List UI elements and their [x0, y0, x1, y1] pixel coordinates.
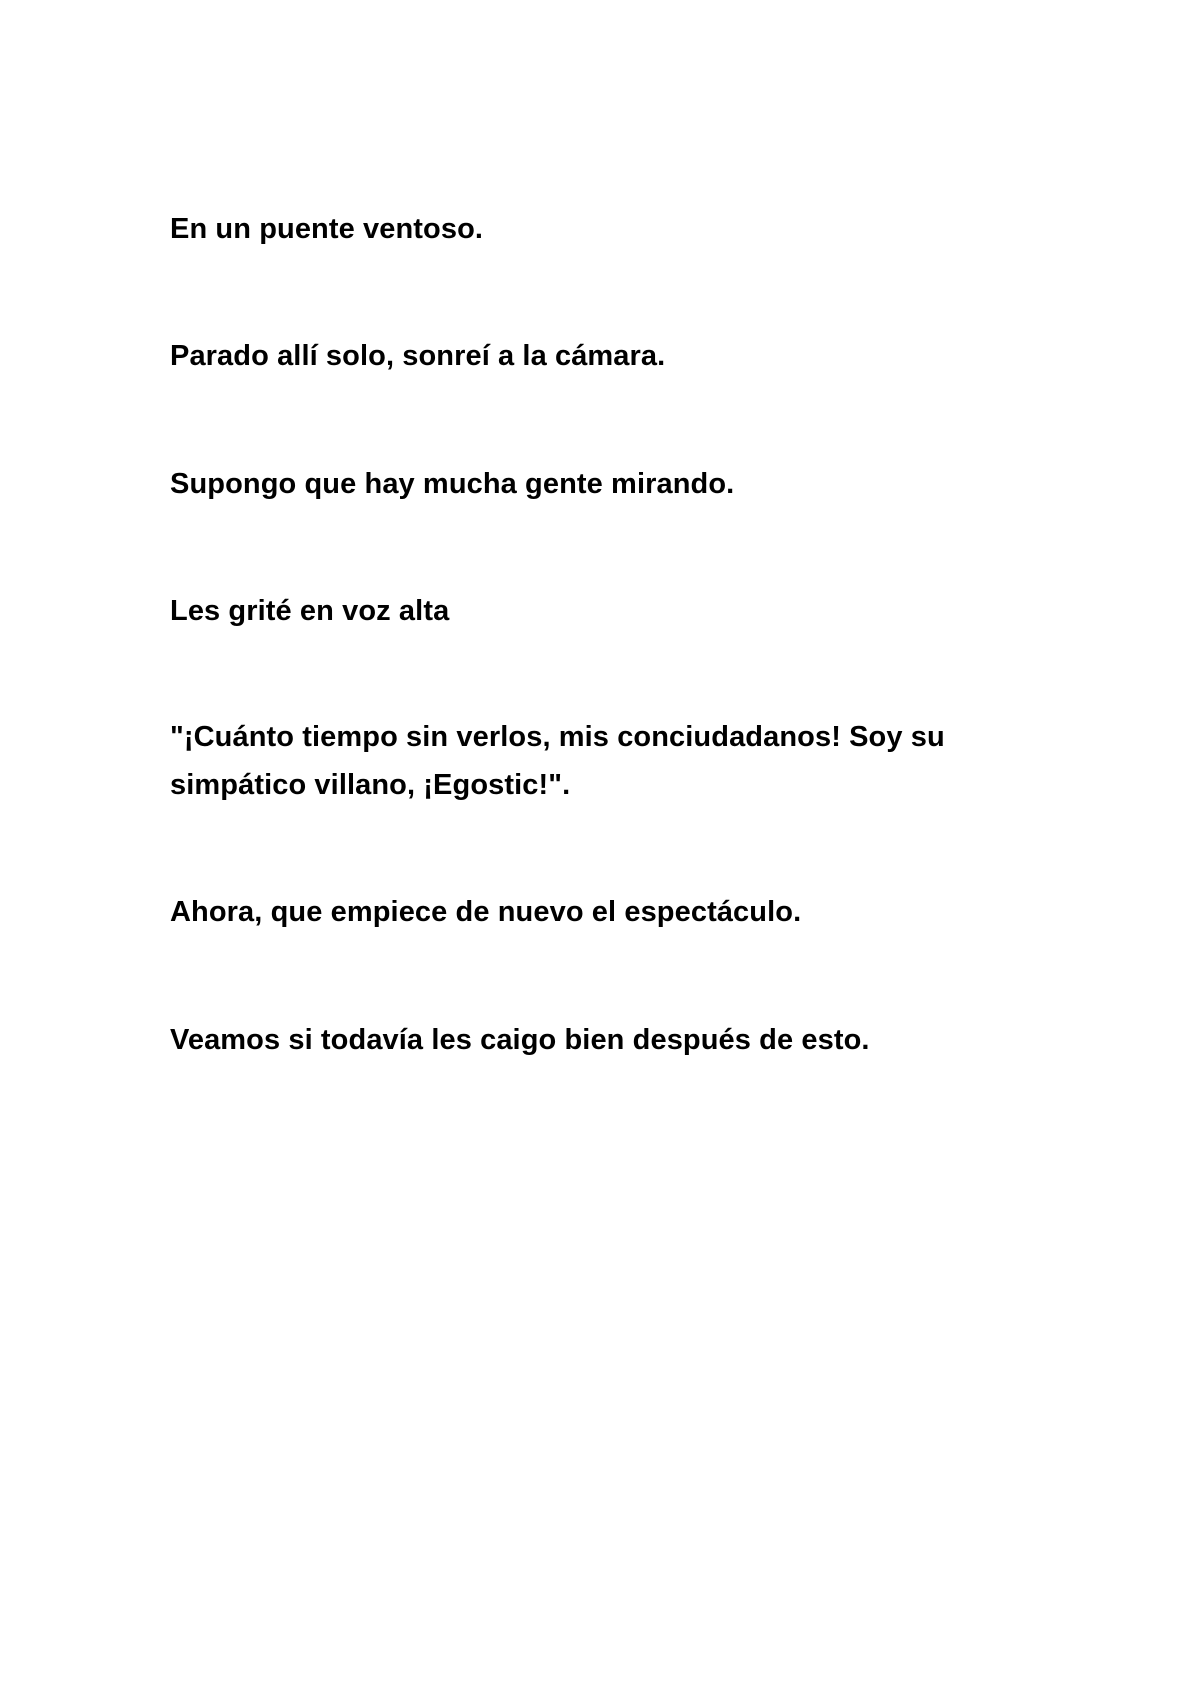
- paragraph: En un puente ventoso.: [170, 213, 484, 245]
- paragraph: Supongo que hay mucha gente mirando.: [170, 468, 735, 500]
- paragraph: Ahora, que empiece de nuevo el espectáculo.: [170, 896, 802, 928]
- paragraph: Les grité en voz alta: [170, 595, 450, 627]
- paragraph: "¡Cuánto tiempo sin verlos, mis conciudadanos! Soy su simpático villano, ¡Egostic!".: [170, 721, 945, 801]
- paragraph: Veamos si todavía les caigo bien después de esto.: [170, 1024, 870, 1056]
- paragraph: Parado allí solo, sonreí a la cámara.: [170, 340, 666, 372]
